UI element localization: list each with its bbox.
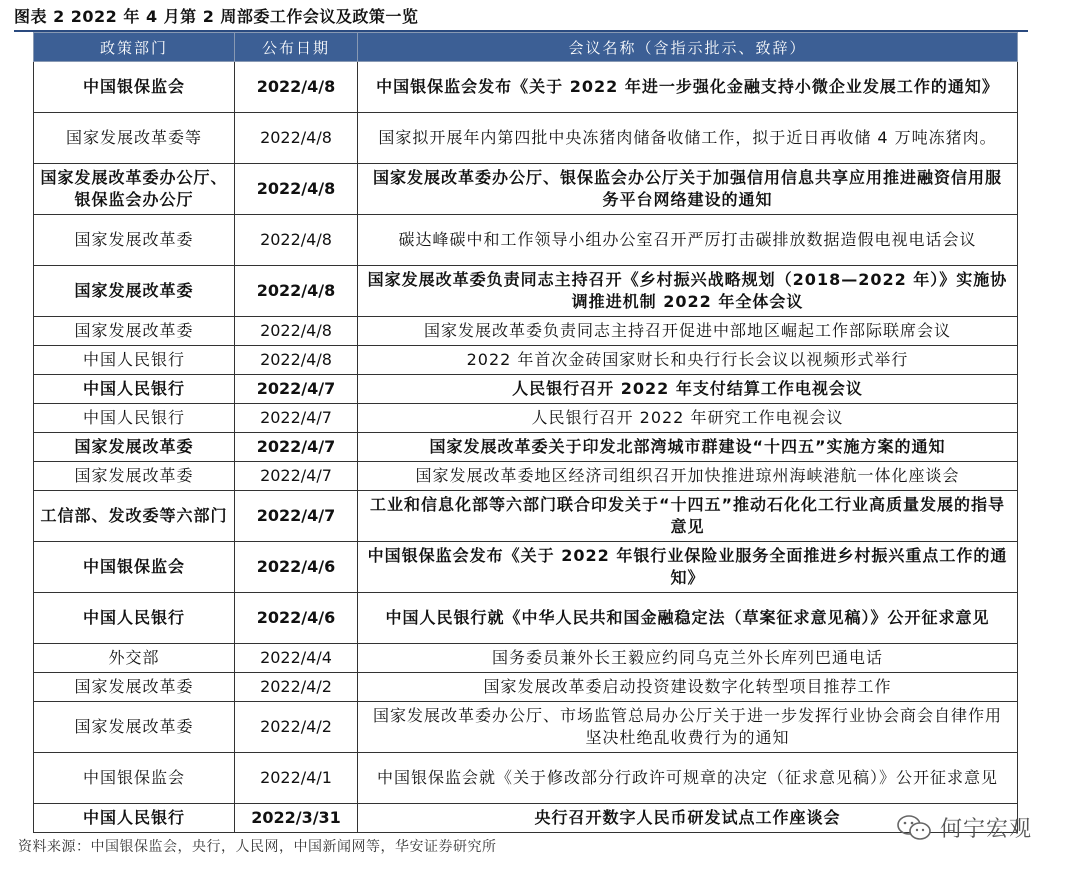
dept-cell: 中国银保监会 [34, 753, 235, 804]
table-body [34, 62, 1018, 833]
source-note: 资料来源：中国银保监会，央行，人民网，中国新闻网等，华安证券研究所 [18, 839, 497, 855]
date-cell: 2022/4/6 [235, 542, 358, 593]
dept-cell: 国家发展改革委 [34, 215, 235, 266]
dept-cell: 中国银保监会 [34, 62, 235, 113]
table-row [34, 462, 1018, 491]
table-row [34, 753, 1018, 804]
date-cell: 2022/4/8 [235, 266, 358, 317]
table-row [34, 375, 1018, 404]
table-row [34, 317, 1018, 346]
dept-cell: 工信部、发改委等六部门 [34, 491, 235, 542]
dept-cell: 中国人民银行 [34, 593, 235, 644]
watermark-text: 何宁宏观 [940, 817, 1033, 842]
header-meeting: 会议名称（含指示批示、致辞） [358, 33, 1018, 62]
meeting-cell: 国家发展改革委地区经济司组织召开加快推进琼州海峡港航一体化座谈会 [358, 462, 1018, 491]
header-dept: 政策部门 [34, 33, 235, 62]
meeting-cell: 工业和信息化部等六部门联合印发关于“十四五”推动石化化工行业高质量发展的指导意见 [358, 491, 1018, 542]
dept-cell: 国家发展改革委 [34, 317, 235, 346]
dept-cell: 国家发展改革委办公厅、银保监会办公厅 [34, 164, 235, 215]
date-cell: 2022/4/8 [235, 215, 358, 266]
meeting-cell: 人民银行召开 2022 年支付结算工作电视会议 [358, 375, 1018, 404]
meeting-cell: 国家发展改革委关于印发北部湾城市群建设“十四五”实施方案的通知 [358, 433, 1018, 462]
dept-cell: 国家发展改革委 [34, 266, 235, 317]
dept-cell: 国家发展改革委 [34, 673, 235, 702]
dept-cell: 国家发展改革委 [34, 462, 235, 491]
dept-cell: 国家发展改革委等 [34, 113, 235, 164]
date-cell: 2022/4/7 [235, 433, 358, 462]
meeting-cell: 国家发展改革委负责同志主持召开《乡村振兴战略规划（2018—2022 年）》实施协调推进机制 2022 年全体会议 [358, 266, 1018, 317]
date-cell: 2022/4/8 [235, 346, 358, 375]
date-cell: 2022/4/7 [235, 404, 358, 433]
table-row [34, 113, 1018, 164]
figure-title: 图表 2 2022 年 4 月第 2 周部委工作会议及政策一览 [14, 7, 419, 26]
date-cell: 2022/4/8 [235, 164, 358, 215]
meeting-cell: 央行召开数字人民币研发试点工作座谈会 [358, 804, 1018, 833]
dept-cell: 中国人民银行 [34, 346, 235, 375]
table-row [34, 346, 1018, 375]
meeting-cell: 中国银保监会就《关于修改部分行政许可规章的决定（征求意见稿）》公开征求意见 [358, 753, 1018, 804]
date-cell: 2022/4/2 [235, 673, 358, 702]
table-row [34, 266, 1018, 317]
meeting-cell: 国家发展改革委启动投资建设数字化转型项目推荐工作 [358, 673, 1018, 702]
table-row [34, 62, 1018, 113]
date-cell: 2022/4/1 [235, 753, 358, 804]
table-row [34, 215, 1018, 266]
table-row [34, 644, 1018, 673]
date-cell: 2022/4/8 [235, 113, 358, 164]
date-cell: 2022/4/8 [235, 62, 358, 113]
meeting-cell: 中国银保监会发布《关于 2022 年银行业保险业服务全面推进乡村振兴重点工作的通知》 [358, 542, 1018, 593]
date-cell: 2022/4/2 [235, 702, 358, 753]
table-row [34, 673, 1018, 702]
table-row [34, 491, 1018, 542]
date-cell: 2022/4/7 [235, 491, 358, 542]
wechat-icon [896, 814, 932, 842]
dept-cell: 中国人民银行 [34, 375, 235, 404]
dept-cell: 外交部 [34, 644, 235, 673]
table-row [34, 804, 1018, 833]
meeting-cell: 国务委员兼外长王毅应约同乌克兰外长库列巴通电话 [358, 644, 1018, 673]
table-row [34, 702, 1018, 753]
meeting-cell: 国家发展改革委办公厅、银保监会办公厅关于加强信用信息共享应用推进融资信用服务平台网络建设的通知 [358, 164, 1018, 215]
date-cell: 2022/4/4 [235, 644, 358, 673]
date-cell: 2022/4/7 [235, 462, 358, 491]
watermark [896, 812, 1032, 843]
table-row [34, 593, 1018, 644]
policy-table [33, 32, 1018, 833]
date-cell: 2022/3/31 [235, 804, 358, 833]
header-date: 公布日期 [235, 33, 358, 62]
table-row [34, 404, 1018, 433]
meeting-cell: 2022 年首次金砖国家财长和央行行长会议以视频形式举行 [358, 346, 1018, 375]
date-cell: 2022/4/6 [235, 593, 358, 644]
meeting-cell: 中国银保监会发布《关于 2022 年进一步强化金融支持小微企业发展工作的通知》 [358, 62, 1018, 113]
dept-cell: 中国银保监会 [34, 542, 235, 593]
table-row [34, 542, 1018, 593]
meeting-cell: 中国人民银行就《中华人民共和国金融稳定法（草案征求意见稿）》公开征求意见 [358, 593, 1018, 644]
meeting-cell: 碳达峰碳中和工作领导小组办公室召开严厉打击碳排放数据造假电视电话会议 [358, 215, 1018, 266]
dept-cell: 中国人民银行 [34, 804, 235, 833]
date-cell: 2022/4/8 [235, 317, 358, 346]
meeting-cell: 国家拟开展年内第四批中央冻猪肉储备收储工作，拟于近日再收储 4 万吨冻猪肉。 [358, 113, 1018, 164]
meeting-cell: 国家发展改革委办公厅、市场监管总局办公厅关于进一步发挥行业协会商会自律作用坚决杜绝乱收费行为的通知 [358, 702, 1018, 753]
table-row [34, 433, 1018, 462]
date-cell: 2022/4/7 [235, 375, 358, 404]
dept-cell: 中国人民银行 [34, 404, 235, 433]
table-row [34, 164, 1018, 215]
meeting-cell: 人民银行召开 2022 年研究工作电视会议 [358, 404, 1018, 433]
table-header-row [34, 33, 1018, 62]
meeting-cell: 国家发展改革委负责同志主持召开促进中部地区崛起工作部际联席会议 [358, 317, 1018, 346]
dept-cell: 国家发展改革委 [34, 702, 235, 753]
dept-cell: 国家发展改革委 [34, 433, 235, 462]
